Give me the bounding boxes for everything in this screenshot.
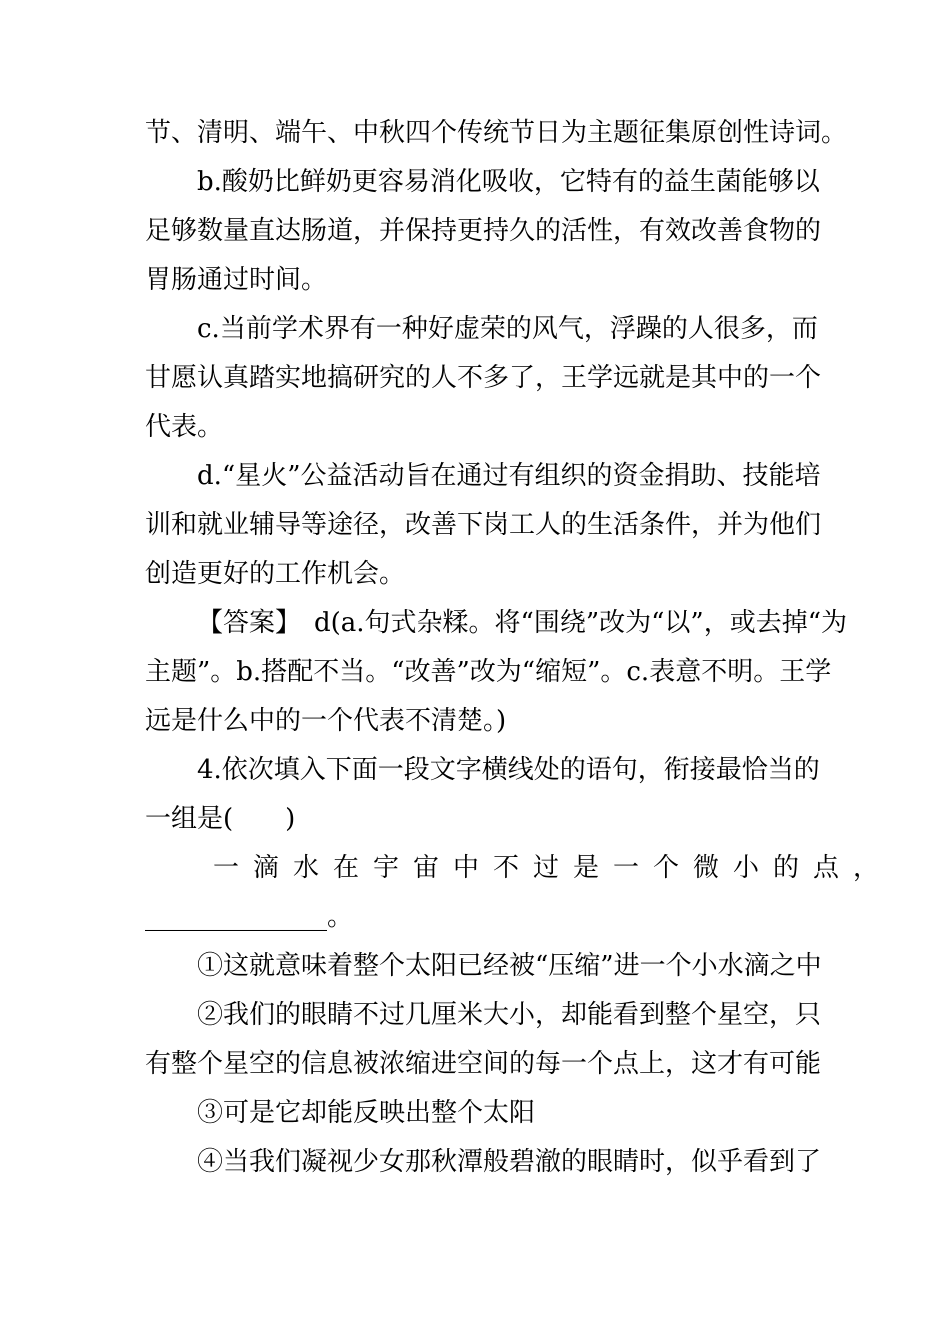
option-line: ③可是它却能反映出整个太阳 — [197, 1098, 536, 1128]
answer-line: 【答案】 d(a.句式杂糅。将“围绕”改为“以”，或去掉“为 — [197, 608, 848, 638]
text-line: 甘愿认真踏实地搞研究的人不多了，王学远就是其中的一个 — [145, 363, 822, 393]
answer-line: 主题”。b.搭配不当。“改善”改为“缩短”。c.表意不明。王学 — [145, 657, 832, 687]
option-line: ④当我们凝视少女那秋潭般碧澈的眼睛时，似乎看到了 — [197, 1147, 822, 1177]
text-line: 胃肠通过时间。 — [145, 265, 328, 295]
question-line: 一组是( ) — [145, 804, 296, 834]
option-line: 有整个星空的信息被浓缩进空间的每一个点上，这才有可能 — [145, 1049, 822, 1079]
text-line: 代表。 — [145, 412, 224, 442]
text-line: 足够数量直达肠道，并保持更持久的活性，有效改善食物的 — [145, 216, 822, 246]
option-line: ①这就意味着整个太阳已经被“压缩”进一个小水滴之中 — [197, 951, 822, 981]
option-line: ②我们的眼睛不过几厘米大小，却能看到整个星空，只 — [197, 1000, 822, 1030]
text-line: c.当前学术界有一种好虚荣的风气，浮躁的人很多，而 — [197, 314, 818, 344]
answer-line: 远是什么中的一个代表不清楚。) — [145, 706, 507, 736]
text-line: d.“星火”公益活动旨在通过有组织的资金捐助、技能培 — [197, 461, 821, 491]
text-line: 创造更好的工作机会。 — [145, 559, 406, 589]
passage-line: 一滴水在宇宙中不过是一个微小的点， — [213, 853, 894, 883]
text-line: 训和就业辅导等途径，改善下岗工人的生活条件，并为他们 — [145, 510, 822, 540]
text-line: b.酸奶比鲜奶更容易消化吸收，它特有的益生菌能够以 — [197, 167, 820, 197]
blank-line: ______________。 — [145, 902, 354, 932]
question-line: 4.依次填入下面一段文字横线处的语句，衔接最恰当的 — [197, 755, 820, 785]
document-body — [145, 109, 894, 1187]
text-line: 节、清明、端午、中秋四个传统节日为主题征集原创性诗词。 — [145, 118, 848, 148]
